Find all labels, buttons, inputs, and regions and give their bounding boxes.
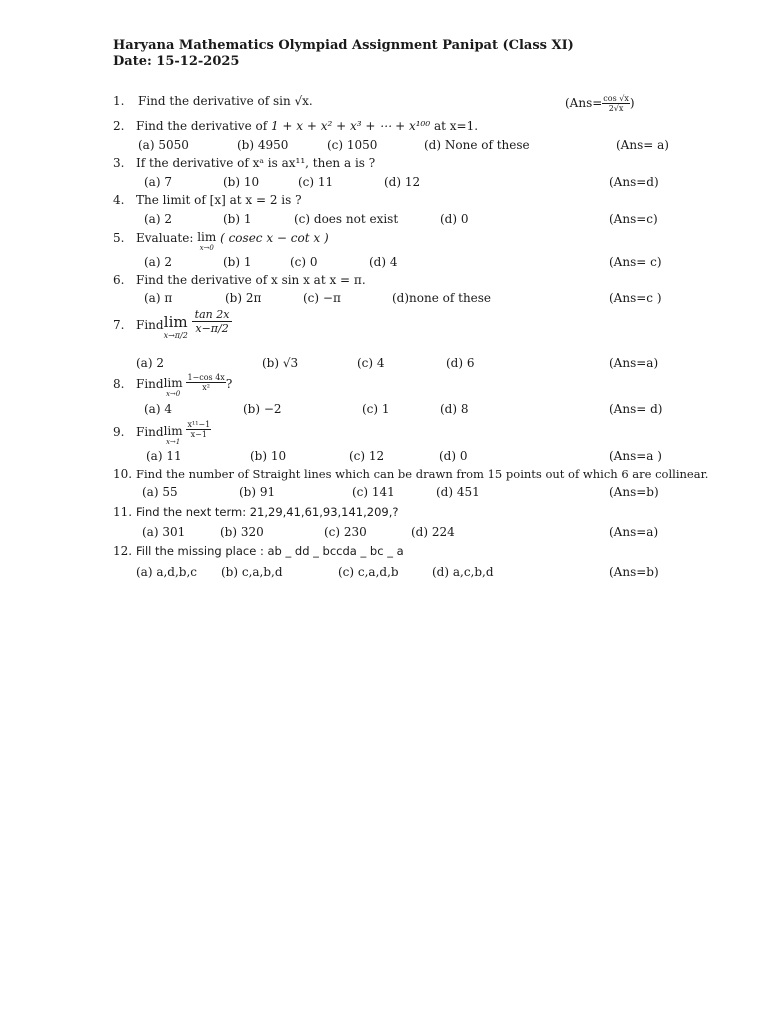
option-a: (a) 301 <box>142 525 186 539</box>
question-text <box>136 119 478 133</box>
limit-operator <box>164 314 188 340</box>
option-d: (d) 8 <box>440 402 469 416</box>
option-c: (c) 4 <box>357 356 385 370</box>
fraction-denominator: x−1 <box>190 430 207 439</box>
limit-fraction <box>186 373 225 392</box>
option-c: (c) 1050 <box>327 138 378 152</box>
option-b: (b) 4950 <box>237 138 289 152</box>
option-a: (a) 7 <box>144 175 172 189</box>
option-d: (d) 451 <box>436 485 480 499</box>
limit-subscript: x→0 <box>165 390 181 398</box>
option-b: (b) −2 <box>243 402 282 416</box>
question-number: 5. <box>113 231 125 245</box>
answer-key: (Ans= a) <box>616 138 669 152</box>
option-c: (c) 12 <box>349 449 385 463</box>
option-b: (b) √3 <box>262 356 299 370</box>
limit-subscript: x→1 <box>165 438 181 446</box>
question-text: If the derivative of xᵃ is ax¹¹, then a is ? <box>136 156 376 170</box>
option-c: (c) 11 <box>298 175 334 189</box>
option-c: (c) does not exist <box>294 212 399 226</box>
fraction-numerator: tan 2x <box>192 308 233 322</box>
option-a: (a) π <box>144 291 173 305</box>
question-number: 8. <box>113 377 125 391</box>
limit-subscript: x→π/2 <box>163 331 188 340</box>
question-number: 11. <box>113 505 133 519</box>
option-b: (b) 10 <box>250 449 287 463</box>
math-expression: 1 + x + x² + x³ + ⋯ + x¹⁰⁰ <box>270 119 431 133</box>
option-b: (b) 1 <box>223 255 252 269</box>
option-c: (c) c,a,d,b <box>338 565 399 579</box>
option-b: (b) 320 <box>220 525 264 539</box>
limit-word: lim <box>163 424 183 438</box>
question-text <box>136 373 232 399</box>
limit-operator <box>197 231 216 253</box>
fraction-numerator: cos √x <box>603 94 629 103</box>
question-text-pre: Evaluate: <box>136 231 198 245</box>
question-number: 2. <box>113 119 125 133</box>
option-d: (d) 0 <box>439 449 468 463</box>
question-text-post: at x=1. <box>430 119 479 133</box>
question-number: 1. <box>113 94 125 108</box>
option-a: (a) 55 <box>142 485 178 499</box>
worksheet-date: Date: 15-12-2025 <box>113 54 240 69</box>
option-d: (d) 12 <box>384 175 421 189</box>
option-a: (a) 2 <box>144 255 172 269</box>
question-text-pre: Find <box>136 318 164 332</box>
fraction-denominator: 2√x <box>608 104 624 113</box>
limit-subscript: x→0 <box>199 244 214 252</box>
question-number: 9. <box>113 425 125 439</box>
limit-fraction <box>186 420 211 439</box>
option-c: (c) 230 <box>324 525 367 539</box>
question-text: Find the derivative of sin √x. <box>138 94 313 108</box>
question-number: 4. <box>113 193 125 207</box>
math-expression: ( cosec x − cot x ) <box>220 231 329 245</box>
option-a: (a) 2 <box>136 356 164 370</box>
question-number: 7. <box>113 318 125 332</box>
question-text <box>136 420 211 447</box>
option-d: (d) 0 <box>440 212 469 226</box>
option-b: (b) c,a,b,d <box>221 565 283 579</box>
answer-key: (Ans=c ) <box>609 291 662 305</box>
option-b: (b) 2π <box>225 291 262 305</box>
answer-key: (Ans= c) <box>609 255 662 269</box>
option-a: (a) 2 <box>144 212 172 226</box>
fraction-numerator: x¹¹−1 <box>187 420 211 429</box>
limit-operator <box>164 425 183 447</box>
question-number: 3. <box>113 156 125 170</box>
fraction-denominator: x² <box>202 383 210 392</box>
limit-operator <box>164 377 183 399</box>
option-d: (d)none of these <box>392 291 492 305</box>
question-text-post: ? <box>225 377 233 391</box>
answer-suffix: ) <box>629 96 635 110</box>
answer-key: (Ans=d) <box>609 175 659 189</box>
option-c: (c) −π <box>303 291 341 305</box>
question-number: 10. <box>113 467 133 481</box>
question-text: Find the next term: 21,29,41,61,93,141,209,? <box>136 505 399 519</box>
question-text: Fill the missing place : ab _ dd _ bccda _ bc _ a <box>136 544 404 558</box>
option-b: (b) 1 <box>223 212 252 226</box>
question-text <box>136 231 329 253</box>
option-b: (b) 10 <box>223 175 260 189</box>
option-c: (c) 141 <box>352 485 395 499</box>
limit-fraction <box>192 308 233 335</box>
question-number: 6. <box>113 273 125 287</box>
answer-key: (Ans=b) <box>609 485 659 499</box>
option-a: (a) 11 <box>146 449 182 463</box>
limit-word: lim <box>163 376 183 390</box>
option-a: (a) 4 <box>144 402 172 416</box>
option-b: (b) 91 <box>239 485 276 499</box>
option-c: (c) 1 <box>362 402 390 416</box>
answer-prefix: (Ans= <box>565 96 603 110</box>
option-d: (d) None of these <box>424 138 530 152</box>
option-a: (a) 5050 <box>138 138 189 152</box>
option-d: (d) 4 <box>369 255 398 269</box>
question-text: Find the derivative of x sin x at x = π. <box>136 273 366 287</box>
answer-key: (Ans=b) <box>609 565 659 579</box>
answer-fraction <box>602 94 630 113</box>
answer-key <box>565 94 635 113</box>
question-number: 12. <box>113 544 133 558</box>
question-text-pre: Find <box>136 377 164 391</box>
question-text-pre: Find <box>136 425 164 439</box>
option-d: (d) 6 <box>446 356 475 370</box>
answer-key: (Ans=a) <box>609 356 659 370</box>
worksheet-title: Haryana Mathematics Olympiad Assignment Panipat (Class XI) <box>113 38 574 53</box>
fraction-numerator: 1−cos 4x <box>187 373 225 382</box>
answer-key: (Ans=c) <box>609 212 658 226</box>
question-text: Find the number of Straight lines which can be drawn from 15 points out of which 6 are collinear. <box>136 467 709 481</box>
fraction-denominator: x−π/2 <box>195 322 229 335</box>
option-c: (c) 0 <box>290 255 318 269</box>
answer-key: (Ans=a ) <box>609 449 662 463</box>
question-text-pre: Find the derivative of <box>136 119 271 133</box>
limit-word: lim <box>163 313 188 331</box>
option-d: (d) 224 <box>411 525 455 539</box>
answer-key: (Ans=a) <box>609 525 659 539</box>
option-d: (d) a,c,b,d <box>432 565 494 579</box>
question-text: The limit of [x] at x = 2 is ? <box>136 193 302 207</box>
answer-key: (Ans= d) <box>609 402 663 416</box>
option-a: (a) a,d,b,c <box>136 565 198 579</box>
question-text <box>136 308 232 340</box>
limit-word: lim <box>197 230 217 244</box>
